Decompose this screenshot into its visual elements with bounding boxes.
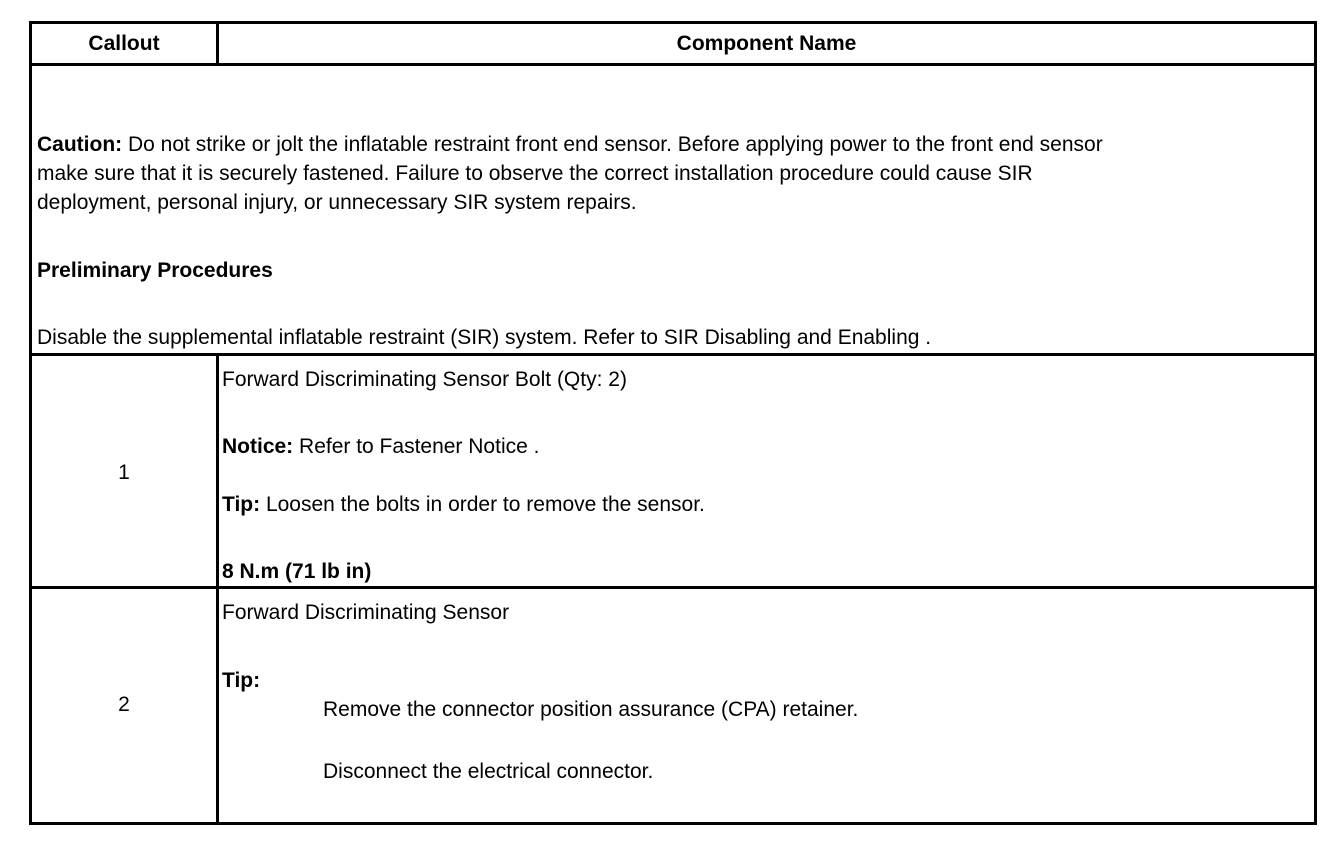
tip-label: Tip: xyxy=(222,493,261,516)
component-table xyxy=(29,21,1317,825)
header-callout-label: Callout xyxy=(88,31,160,55)
caution-line-3: deployment, personal injury, or unnecessary SIR system repairs. xyxy=(37,191,637,214)
header-callout xyxy=(32,24,216,63)
header-component-name xyxy=(219,24,1314,63)
notice-line xyxy=(222,432,539,461)
caution-text-1: Do not strike or jolt the inflatable restraint front end sensor. Before applying power to the front end sensor xyxy=(122,133,1103,156)
header-column-divider xyxy=(216,24,219,66)
header-component-name-label: Component Name xyxy=(676,31,857,55)
preliminary-heading: Preliminary Procedures xyxy=(37,259,273,282)
callout-number: 1 xyxy=(118,461,130,484)
caution-label: Caution: xyxy=(37,133,123,156)
tip-line xyxy=(222,490,705,519)
component-name: Forward Discriminating Sensor xyxy=(222,601,510,624)
tip-step: Remove the connector position assurance (CPA) retainer. xyxy=(323,698,859,721)
notice-label: Notice: xyxy=(222,435,294,458)
component-name: Forward Discriminating Sensor Bolt (Qty: 2) xyxy=(222,368,627,391)
torque-spec: 8 N.m (71 lb in) xyxy=(222,560,372,583)
tip-step: Disconnect the electrical connector. xyxy=(323,760,654,783)
tip-label: Tip: xyxy=(222,669,261,692)
preamble-divider xyxy=(32,353,1314,356)
tip-text: Loosen the bolts in order to remove the sensor. xyxy=(260,493,705,516)
notice-text: Refer to Fastener Notice . xyxy=(293,435,540,458)
preliminary-text: Disable the supplemental inflatable restraint (SIR) system. Refer to SIR Disabling and Enabling . xyxy=(37,326,932,349)
row-divider xyxy=(32,586,1314,589)
caution-line-2: make sure that it is securely fastened. Failure to observe the correct installation procedure could cause SIR xyxy=(37,162,1033,185)
callout-number: 2 xyxy=(118,693,130,716)
header-divider xyxy=(32,63,1314,66)
caution-line-1 xyxy=(37,130,1103,159)
